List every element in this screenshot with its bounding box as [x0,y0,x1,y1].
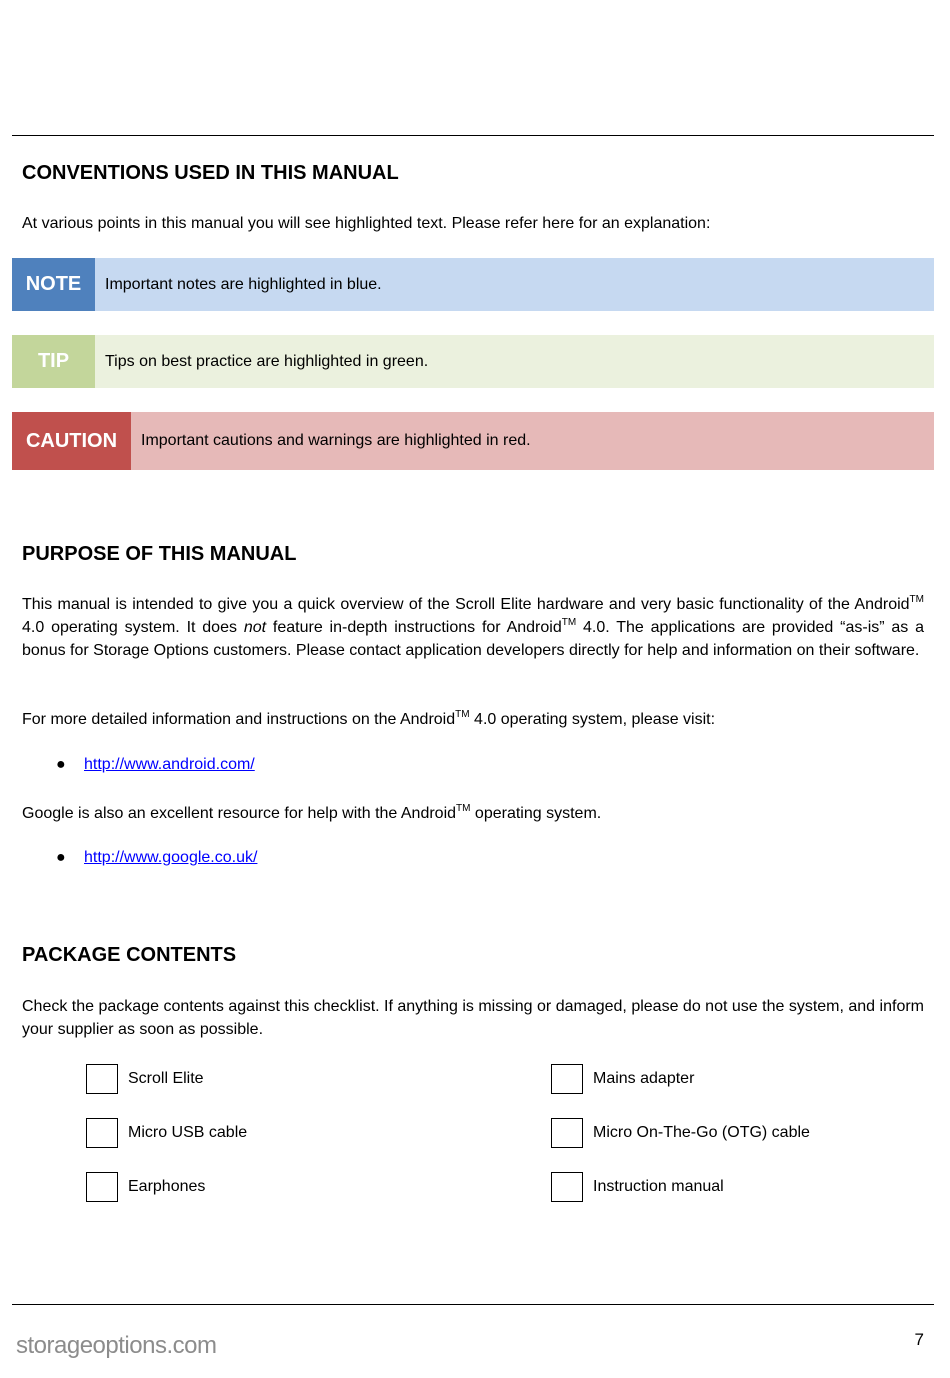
caution-label: CAUTION [12,412,131,470]
trademark-mark: TM [561,617,577,628]
checkbox[interactable] [86,1118,118,1148]
checkbox[interactable] [551,1172,583,1202]
checkbox[interactable] [86,1172,118,1202]
tip-label: TIP [12,335,95,388]
google-text-2: operating system. [470,805,602,822]
checkbox[interactable] [551,1064,583,1094]
checklist-label: Mains adapter [593,1070,695,1087]
purpose-paragraph [22,593,924,662]
conventions-heading: CONVENTIONS USED IN THIS MANUAL [22,162,399,184]
more-info-paragraph [22,708,924,731]
purpose-text-2: 4.0 operating system. It does [22,619,244,636]
caution-text: Important cautions and warnings are highlighted in red. [141,432,531,449]
trademark-mark: TM [456,803,471,814]
footer-rule [12,1304,934,1305]
more-info-text-1: For more detailed information and instructions on the Android [22,711,456,728]
top-rule [12,135,934,136]
purpose-text-1: This manual is intended to give you a quick overview of the Scroll Elite hardware and very basic functionality of the Android [22,596,910,613]
checkbox[interactable] [86,1064,118,1094]
package-intro: Check the package contents against this checklist. If anything is missing or damaged, please do not use the system, and inform your supplier as soon as possible. [22,998,924,1038]
bullet-icon: ● [56,756,66,773]
checklist-item[interactable] [86,1064,204,1094]
note-text: Important notes are highlighted in blue. [105,275,382,293]
checklist-item[interactable] [551,1172,724,1202]
checklist-label: Earphones [128,1178,206,1195]
checklist-label: Micro On-The-Go (OTG) cable [593,1124,810,1141]
checkbox[interactable] [551,1118,583,1148]
note-box [12,258,934,311]
google-paragraph [22,802,924,825]
bullet-icon: ● [56,849,66,866]
google-link[interactable]: http://www.google.co.uk/ [84,849,258,866]
checklist-label: Scroll Elite [128,1070,204,1087]
trademark-mark: TM [909,594,924,605]
checklist-label: Instruction manual [593,1178,724,1195]
conventions-intro: At various points in this manual you will see highlighted text. Please refer here for an explanation: [22,215,711,232]
google-text-1: Google is also an excellent resource for help with the Android [22,805,457,822]
checklist-item[interactable] [86,1118,247,1148]
note-label: NOTE [12,258,95,311]
tip-text: Tips on best practice are highlighted in green. [105,352,429,370]
purpose-text-4: 4.0. The applications are provided “as-is” as a bonus for Storage Options customers. Please contact application developers directly for help and information on their software. [22,619,925,659]
checklist-label: Micro USB cable [128,1124,248,1141]
checklist-item[interactable] [551,1118,810,1148]
package-heading: PACKAGE CONTENTS [22,944,237,966]
purpose-emphasis-not: not [243,619,267,636]
more-info-text-2: 4.0 operating system, please visit: [469,711,716,728]
checklist-item[interactable] [551,1064,694,1094]
footer-brand: storageoptions.com [16,1332,217,1359]
page-number: 7 [914,1330,924,1349]
purpose-text-3: feature in-depth instructions for Android [266,619,562,636]
checklist-item[interactable] [86,1172,205,1202]
android-link[interactable]: http://www.android.com/ [84,756,255,773]
purpose-heading: PURPOSE OF THIS MANUAL [22,543,297,565]
trademark-mark: TM [455,709,470,720]
caution-box [12,412,934,470]
tip-box [12,335,934,388]
